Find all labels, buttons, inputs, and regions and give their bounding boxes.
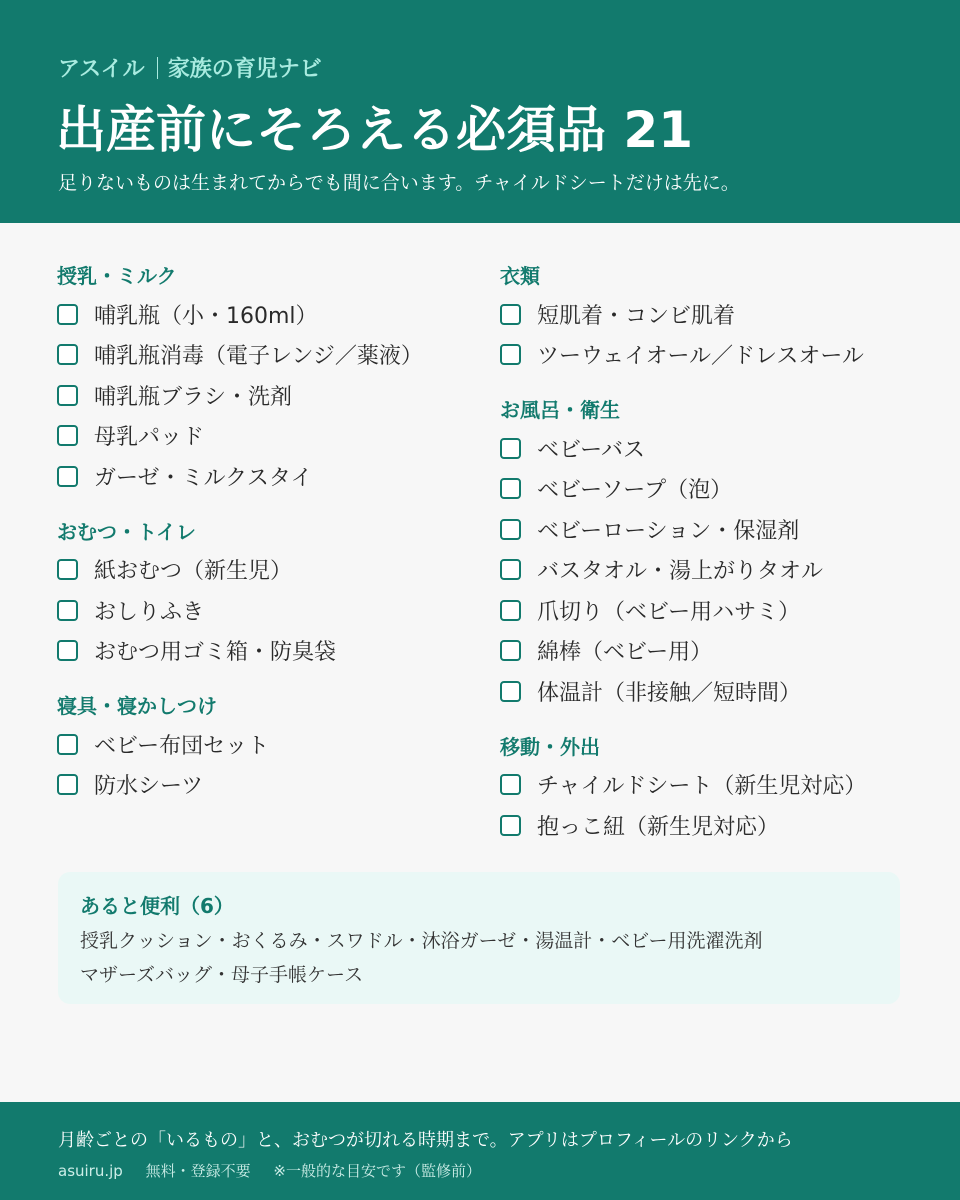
empty-checkbox-icon[interactable]: [500, 774, 521, 795]
empty-checkbox-icon[interactable]: [57, 385, 78, 406]
empty-checkbox-icon[interactable]: [500, 304, 521, 325]
checklist-item[interactable]: [500, 469, 940, 510]
category-gap: [57, 671, 477, 688]
category-gap: [57, 497, 477, 514]
checklist-item-label: ツーウェイオール／ドレスオール: [537, 344, 864, 370]
empty-checkbox-icon[interactable]: [57, 640, 78, 661]
footer-free-note: 無料・登録不要: [145, 1162, 251, 1180]
footer-disclaimer: ※一般的な目安です（監修前）: [273, 1162, 481, 1180]
checklist-item[interactable]: [57, 765, 477, 806]
brand: [58, 52, 322, 83]
checklist-item-label: ベビーバス: [537, 437, 646, 463]
category-heading: お風呂・衛生: [500, 398, 620, 422]
checklist-item-label: 綿棒（ベビー用）: [537, 640, 713, 666]
checklist-item[interactable]: [57, 550, 477, 591]
checklist-item-label: 短肌着・コンビ肌着: [537, 303, 736, 329]
nice-to-have-title: あると便利（6）: [80, 894, 234, 918]
checklist-item-label: 抱っこ紐（新生児対応）: [537, 814, 780, 840]
header-banner: [0, 0, 960, 223]
empty-checkbox-icon[interactable]: [57, 774, 78, 795]
checklist-item[interactable]: [57, 375, 477, 416]
footer-meta: [58, 1159, 481, 1183]
empty-checkbox-icon[interactable]: [57, 425, 78, 446]
empty-checkbox-icon[interactable]: [500, 600, 521, 621]
empty-checkbox-icon[interactable]: [57, 600, 78, 621]
checklist-item-label: 母乳パッド: [94, 425, 205, 451]
category-heading: 移動・外出: [500, 734, 600, 759]
category-gap: [500, 712, 940, 729]
category-heading: 授乳・ミルク: [57, 264, 177, 288]
checklist-item[interactable]: [500, 590, 940, 631]
brand-divider: [157, 57, 158, 79]
checklist-item[interactable]: [57, 456, 477, 497]
empty-checkbox-icon[interactable]: [57, 559, 78, 580]
checklist-item[interactable]: [57, 294, 477, 335]
checklist-item[interactable]: [500, 805, 940, 846]
checklist: [57, 550, 477, 672]
category-gap: [500, 375, 940, 392]
nice-to-have-panel: [58, 872, 900, 1004]
empty-checkbox-icon[interactable]: [500, 438, 521, 459]
checklist-item-label: ベビー布団セット: [94, 733, 270, 759]
nice-to-have-line: 授乳クッション・おくるみ・スワドル・沐浴ガーゼ・湯温計・ベビー用洗濯洗剤: [80, 930, 763, 952]
brand-tagline: 家族の育児ナビ: [167, 57, 322, 82]
checklist-item[interactable]: [500, 765, 940, 806]
checklist-item[interactable]: [500, 335, 940, 376]
checklist-item[interactable]: [57, 590, 477, 631]
checklist: [500, 428, 940, 712]
checklist-item[interactable]: [500, 671, 940, 712]
category-heading: 寝具・寝かしつけ: [57, 694, 217, 718]
checklist-item-label: 哺乳瓶消毒（電子レンジ／薬液）: [94, 344, 423, 370]
checklist-item[interactable]: [500, 428, 940, 469]
checklist: [57, 724, 477, 805]
checklist-item-label: 爪切り（ベビー用ハサミ）: [537, 599, 801, 625]
category-heading: おむつ・トイレ: [57, 519, 196, 544]
checklist-right-column: [500, 258, 940, 846]
checklist-item-label: おむつ用ゴミ箱・防臭袋: [94, 640, 337, 666]
empty-checkbox-icon[interactable]: [57, 466, 78, 487]
empty-checkbox-icon[interactable]: [500, 681, 521, 702]
nice-to-have-line: マザーズバッグ・母子手帳ケース: [80, 964, 364, 986]
checklist-item-label: ベビーローション・保湿剤: [537, 518, 800, 544]
checklist-item-label: 哺乳瓶ブラシ・洗剤: [94, 384, 293, 410]
footer-url[interactable]: asuiru.jp: [58, 1162, 123, 1180]
checklist-item[interactable]: [57, 335, 477, 376]
checklist-item-label: ガーゼ・ミルクスタイ: [94, 465, 313, 491]
footer-cta: 月齢ごとの「いるもの」と、おむつが切れる時期まで。アプリはプロフィールのリンクから: [58, 1130, 793, 1151]
checklist-item-label: 哺乳瓶（小・160ml）: [94, 303, 318, 329]
footer-banner: [0, 1102, 960, 1200]
checklist-item[interactable]: [57, 724, 477, 765]
checklist-item[interactable]: [500, 631, 940, 672]
empty-checkbox-icon[interactable]: [57, 734, 78, 755]
checklist-item[interactable]: [500, 550, 940, 591]
checklist-item-label: 防水シーツ: [94, 774, 204, 800]
brand-name: アスイル: [58, 57, 145, 82]
checklist-item-label: ベビーソープ（泡）: [537, 478, 733, 504]
page-title: 出産前にそろえる必須品 21: [56, 101, 693, 159]
checklist-item-label: バスタオル・湯上がりタオル: [537, 559, 824, 585]
empty-checkbox-icon[interactable]: [500, 559, 521, 580]
empty-checkbox-icon[interactable]: [500, 519, 521, 540]
checklist-item[interactable]: [57, 631, 477, 672]
checklist: [500, 765, 940, 846]
empty-checkbox-icon[interactable]: [500, 344, 521, 365]
category-heading: 衣類: [500, 264, 540, 288]
empty-checkbox-icon[interactable]: [57, 304, 78, 325]
checklist-item[interactable]: [500, 294, 940, 335]
empty-checkbox-icon[interactable]: [500, 815, 521, 836]
checklist-item-label: 紙おむつ（新生児）: [94, 559, 293, 585]
checklist-item[interactable]: [57, 416, 477, 457]
checklist: [500, 294, 940, 375]
checklist-item[interactable]: [500, 509, 940, 550]
empty-checkbox-icon[interactable]: [500, 640, 521, 661]
checklist-item-label: おしりふき: [94, 599, 205, 625]
checklist-item-label: チャイルドシート（新生児対応）: [537, 774, 867, 800]
checklist-item-label: 体温計（非接触／短時間）: [537, 680, 802, 706]
empty-checkbox-icon[interactable]: [500, 478, 521, 499]
page-subtitle: 足りないものは生まれてからでも間に合います。チャイルドシートだけは先に。: [58, 172, 740, 194]
checklist-left-column: [57, 258, 477, 805]
checklist: [57, 294, 477, 497]
empty-checkbox-icon[interactable]: [57, 344, 78, 365]
